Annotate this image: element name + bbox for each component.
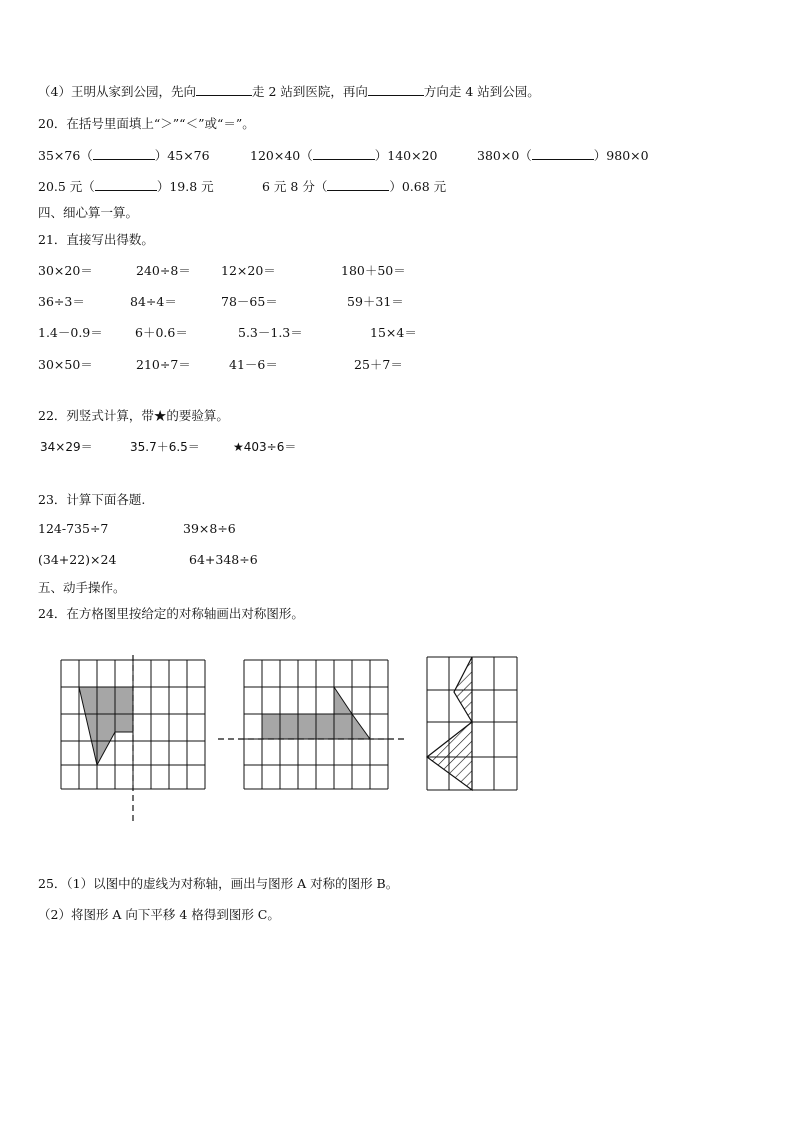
q21-r4-c4: 25＋7＝ bbox=[354, 357, 403, 372]
q21-r1-c4: 180＋50＝ bbox=[341, 263, 406, 278]
q24-title: 24．在方格图里按给定的对称轴画出对称图形。 bbox=[38, 606, 304, 621]
q21-title: 21．直接写出得数。 bbox=[38, 232, 154, 247]
q21-r3-c2: 6＋0.6＝ bbox=[135, 325, 188, 340]
q21-r3-c1: 1.4－0.9＝ bbox=[38, 325, 103, 340]
q23-item-3: (34+22)×24 bbox=[38, 552, 117, 567]
section-5-title: 五、动手操作。 bbox=[38, 580, 126, 595]
q21-r2-c4: 59＋31＝ bbox=[347, 294, 404, 309]
q20-answer-blank-3[interactable] bbox=[532, 149, 594, 160]
q20-item-5-right: ）0.68 元 bbox=[389, 179, 447, 194]
q22-item-3: ★403÷6＝ bbox=[233, 440, 297, 454]
q24-shape-1 bbox=[79, 687, 133, 765]
q20-item-5 bbox=[262, 177, 446, 195]
q22-item-1: 34×29＝ bbox=[40, 440, 93, 454]
q19-text-2: 走 2 站到医院，再向 bbox=[251, 84, 368, 99]
q22-item-2: 35.7＋6.5＝ bbox=[130, 440, 200, 454]
q21-r3-c4: 15×4＝ bbox=[370, 325, 417, 340]
q19-part4-line bbox=[38, 82, 540, 100]
q25-part2: （2）将图形 A 向下平移 4 格得到图形 C。 bbox=[38, 907, 280, 922]
q19-text-3: 方向走 4 站到公园。 bbox=[423, 84, 540, 99]
q20-item-1-left: 35×76（ bbox=[38, 148, 93, 163]
q20-item-2 bbox=[250, 146, 438, 164]
q21-r4-c2: 210÷7＝ bbox=[136, 357, 191, 372]
q20-item-1 bbox=[38, 146, 210, 164]
q23-item-4: 64+348÷6 bbox=[189, 552, 258, 567]
q21-r4-c3: 41－6＝ bbox=[229, 357, 278, 372]
q20-item-4 bbox=[38, 177, 214, 195]
q20-title: 20．在括号里面填上“＞”“＜”或“＝”。 bbox=[38, 116, 255, 131]
q23-title: 23．计算下面各题. bbox=[38, 492, 146, 507]
q20-item-3-right: ）980×0 bbox=[593, 148, 649, 163]
q24-grid-3-lines bbox=[427, 657, 517, 790]
q25-part1: 25．（1）以图中的虚线为对称轴，画出与图形 A 对称的图形 B。 bbox=[38, 876, 399, 891]
q20-item-2-left: 120×40（ bbox=[250, 148, 313, 163]
q20-item-4-right: ）19.8 元 bbox=[156, 179, 214, 194]
q20-answer-blank-2[interactable] bbox=[313, 149, 375, 160]
q20-item-1-right: ）45×76 bbox=[154, 148, 210, 163]
q23-item-2: 39×8÷6 bbox=[183, 521, 236, 536]
q19-blank-1[interactable] bbox=[196, 85, 252, 96]
section-4-title: 四、细心算一算。 bbox=[38, 205, 139, 220]
q24-grid-figure-2 bbox=[216, 655, 406, 795]
q22-title: 22．列竖式计算，带★的要验算。 bbox=[38, 408, 229, 423]
q21-r2-c2: 84÷4＝ bbox=[130, 294, 177, 309]
q21-r1-c3: 12×20＝ bbox=[221, 263, 276, 278]
q20-answer-blank-5[interactable] bbox=[327, 180, 389, 191]
q20-answer-blank-1[interactable] bbox=[93, 149, 155, 160]
q20-answer-blank-4[interactable] bbox=[95, 180, 157, 191]
q20-item-4-left: 20.5 元（ bbox=[38, 179, 95, 194]
q20-item-3-left: 380×0（ bbox=[477, 148, 532, 163]
q19-blank-2[interactable] bbox=[368, 85, 424, 96]
q20-item-5-left: 6 元 8 分（ bbox=[262, 179, 328, 194]
q23-item-1: 124-735÷7 bbox=[38, 521, 109, 536]
q21-r1-c1: 30×20＝ bbox=[38, 263, 93, 278]
q21-r3-c3: 5.3－1.3＝ bbox=[238, 325, 303, 340]
q24-grid-figure-3 bbox=[422, 652, 522, 797]
q21-r2-c1: 36÷3＝ bbox=[38, 294, 85, 309]
q20-item-3 bbox=[477, 146, 649, 164]
q21-r1-c2: 240÷8＝ bbox=[136, 263, 191, 278]
q19-text-1: （4）王明从家到公园，先向 bbox=[38, 84, 196, 99]
q20-item-2-right: ）140×20 bbox=[374, 148, 438, 163]
q24-grid-figure-1 bbox=[56, 655, 212, 825]
q21-r2-c3: 78－65＝ bbox=[221, 294, 278, 309]
q21-r4-c1: 30×50＝ bbox=[38, 357, 93, 372]
